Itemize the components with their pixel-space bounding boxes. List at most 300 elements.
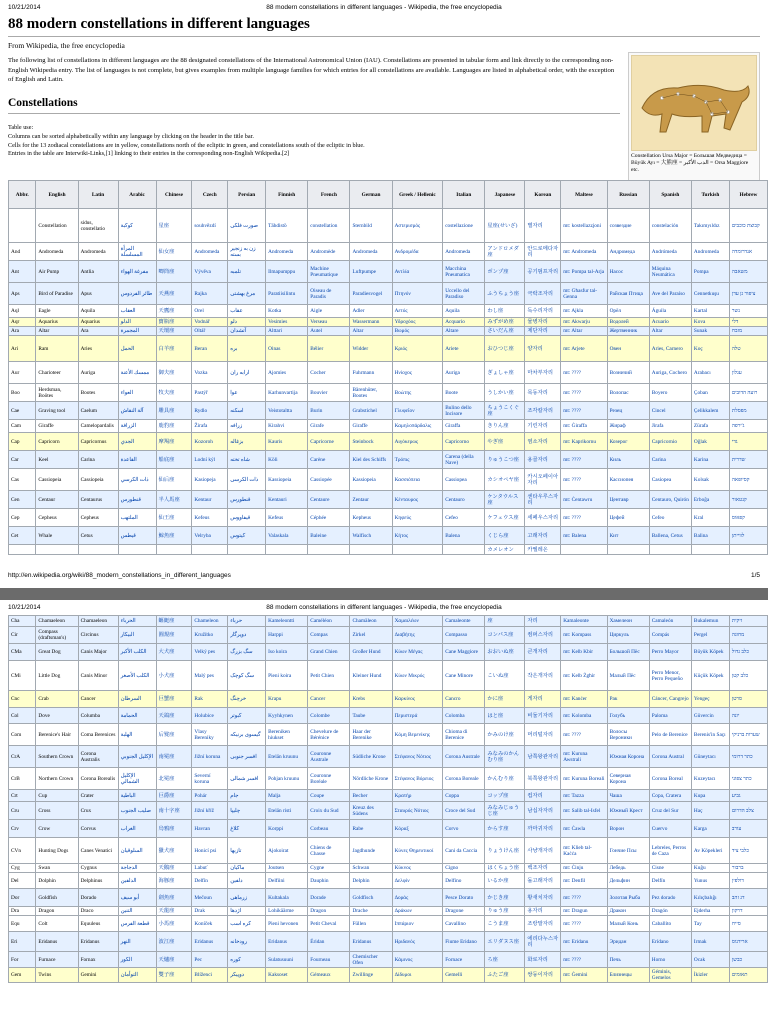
interwiki-link[interactable]: Machine Pneumatique [310, 265, 338, 278]
name-cell[interactable] [525, 889, 561, 907]
interwiki-link[interactable]: Sulatusuuni [268, 956, 294, 963]
interwiki-link[interactable]: Zirkel [352, 632, 366, 638]
name-cell[interactable] [192, 627, 228, 644]
interwiki-link[interactable]: Tay [693, 920, 702, 927]
interwiki-link[interactable]: Blíženci [194, 972, 213, 978]
interwiki-link[interactable]: Copa, Cratera [651, 792, 682, 799]
name-cell[interactable] [607, 336, 649, 362]
name-cell[interactable] [266, 362, 308, 384]
name-cell[interactable] [561, 907, 607, 916]
name-cell[interactable] [156, 746, 192, 768]
name-cell[interactable] [607, 661, 649, 691]
interwiki-link[interactable]: Luftpumpe [352, 268, 376, 275]
interwiki-link[interactable]: Fuhrmann [352, 369, 375, 376]
interwiki-link[interactable]: الكلب الأكبر [120, 649, 147, 655]
interwiki-link[interactable]: 게자리 [527, 696, 543, 702]
name-cell[interactable] [561, 261, 607, 283]
name-cell[interactable] [118, 873, 156, 889]
interwiki-link[interactable]: Eridanus [352, 938, 372, 945]
name-cell[interactable] [266, 305, 308, 318]
name-cell[interactable] [561, 527, 607, 545]
name-cell[interactable] [350, 968, 392, 983]
interwiki-link[interactable]: טלה [731, 345, 741, 352]
name-cell[interactable] [443, 907, 485, 916]
name-cell[interactable] [525, 616, 561, 627]
name-cell[interactable] [691, 768, 729, 790]
name-cell[interactable] [308, 509, 350, 527]
interwiki-link[interactable]: آتشدان [230, 328, 247, 334]
name-cell[interactable] [729, 768, 767, 790]
name-cell[interactable] [192, 932, 228, 952]
name-cell[interactable] [156, 362, 192, 384]
name-cell[interactable] [118, 691, 156, 708]
name-cell[interactable] [392, 889, 443, 907]
name-cell[interactable] [443, 724, 485, 746]
interwiki-link[interactable]: Ajokoirat [268, 847, 289, 854]
name-cell[interactable] [156, 384, 192, 402]
name-cell[interactable] [561, 491, 607, 509]
interwiki-link[interactable]: 北冕座 [158, 775, 175, 782]
interwiki-link[interactable]: 고래자리 [527, 532, 548, 539]
interwiki-link[interactable]: زرماهی [230, 894, 247, 901]
name-cell[interactable] [266, 838, 308, 864]
name-cell[interactable] [525, 724, 561, 746]
name-cell[interactable] [691, 283, 729, 305]
name-cell[interactable] [691, 402, 729, 420]
interwiki-link[interactable]: 조랑말자리 [527, 920, 553, 927]
name-cell[interactable] [729, 820, 767, 838]
interwiki-link[interactable]: 仙女座 [158, 248, 175, 255]
name-cell[interactable] [192, 968, 228, 983]
name-cell[interactable] [443, 708, 485, 724]
name-cell[interactable] [607, 644, 649, 661]
name-cell[interactable] [118, 724, 156, 746]
interwiki-link[interactable]: آلة النقاش [120, 407, 144, 414]
name-cell[interactable] [228, 864, 266, 873]
name-cell[interactable] [525, 362, 561, 384]
interwiki-link[interactable]: الكلب الأصغر [120, 672, 150, 679]
name-cell[interactable] [156, 644, 192, 661]
name-cell[interactable] [607, 420, 649, 433]
name-cell[interactable] [156, 691, 192, 708]
name-cell[interactable] [350, 790, 392, 802]
name-cell[interactable] [691, 790, 729, 802]
interwiki-link[interactable]: はと座 [487, 712, 504, 719]
interwiki-link[interactable]: Verseau [310, 319, 328, 325]
name-cell[interactable] [525, 691, 561, 708]
name-cell[interactable] [350, 724, 392, 746]
name-cell[interactable] [266, 527, 308, 545]
interwiki-link[interactable]: Близнецы [609, 972, 632, 978]
name-cell[interactable] [729, 968, 767, 983]
interwiki-link[interactable]: りゅうこつ座 [487, 456, 520, 463]
interwiki-link[interactable]: 쌍둥이자리 [527, 972, 553, 978]
name-cell[interactable] [649, 889, 691, 907]
name-cell[interactable] [485, 889, 525, 907]
name-cell[interactable] [607, 469, 649, 491]
interwiki-link[interactable]: Rydlo [194, 407, 208, 414]
name-cell[interactable] [266, 889, 308, 907]
name-cell[interactable] [729, 362, 767, 384]
interwiki-link[interactable]: Zürafa [693, 423, 709, 429]
interwiki-link[interactable]: الإكليل الشمالي [120, 772, 140, 785]
interwiki-link[interactable]: Carena (della Nave) [445, 453, 474, 466]
name-cell[interactable] [443, 243, 485, 261]
interwiki-link[interactable]: Compás [651, 632, 670, 638]
interwiki-link[interactable]: mt: Klieb tal-Kaċċa [563, 844, 592, 857]
interwiki-link[interactable]: mt: kostellazzjoni [563, 222, 602, 229]
interwiki-link[interactable]: الدلو [120, 319, 131, 325]
interwiki-link[interactable]: 큰개자리 [527, 649, 548, 655]
interwiki-link[interactable]: Cincel [651, 407, 666, 414]
name-cell[interactable] [691, 952, 729, 968]
name-cell[interactable] [443, 305, 485, 318]
name-cell[interactable] [266, 907, 308, 916]
name-cell[interactable] [649, 907, 691, 916]
interwiki-link[interactable]: الإكليل الجنوبي [120, 753, 154, 760]
interwiki-link[interactable]: زرافه [230, 423, 243, 429]
interwiki-link[interactable]: 天壇座 [158, 328, 175, 334]
name-cell[interactable] [156, 932, 192, 952]
interwiki-link[interactable]: Kauris [268, 438, 283, 445]
name-cell[interactable] [729, 907, 767, 916]
name-cell[interactable] [228, 243, 266, 261]
name-cell[interactable] [392, 616, 443, 627]
name-cell[interactable] [561, 916, 607, 932]
interwiki-link[interactable]: ماکیان [230, 865, 245, 871]
name-cell[interactable] [308, 318, 350, 327]
name-cell[interactable] [649, 661, 691, 691]
interwiki-link[interactable]: Corona Boreale [445, 775, 479, 782]
name-cell[interactable] [561, 968, 607, 983]
name-cell[interactable] [649, 708, 691, 724]
column-header[interactable]: Korean [525, 181, 561, 209]
interwiki-link[interactable]: Harppi [268, 632, 283, 638]
name-cell[interactable] [350, 261, 392, 283]
name-cell[interactable] [350, 802, 392, 820]
interwiki-link[interactable]: mt: ???? [563, 389, 582, 396]
name-cell[interactable] [192, 451, 228, 469]
interwiki-link[interactable]: Jirafa [651, 423, 664, 429]
name-cell[interactable] [192, 864, 228, 873]
interwiki-link[interactable]: Pez dorado [651, 894, 676, 901]
name-cell[interactable] [729, 305, 767, 318]
name-cell[interactable] [443, 327, 485, 336]
interwiki-link[interactable]: Bélier [310, 345, 324, 352]
interwiki-link[interactable]: Pohjan kruunu [268, 775, 300, 782]
name-cell[interactable] [485, 746, 525, 768]
name-cell[interactable] [691, 491, 729, 509]
name-cell[interactable] [228, 261, 266, 283]
interwiki-link[interactable]: mt: Altar [563, 328, 583, 334]
interwiki-link[interactable]: Kyyhkynen [268, 712, 293, 719]
name-cell[interactable] [525, 433, 561, 451]
name-cell[interactable] [156, 790, 192, 802]
name-cell[interactable] [266, 790, 308, 802]
name-cell[interactable] [392, 932, 443, 952]
name-cell[interactable] [228, 509, 266, 527]
name-cell[interactable] [691, 691, 729, 708]
interwiki-link[interactable]: Kartal [693, 308, 708, 314]
interwiki-link[interactable]: Δίδυμοι [394, 972, 412, 978]
name-cell[interactable] [485, 838, 525, 864]
interwiki-link[interactable]: Etelän kruunu [268, 753, 299, 760]
name-cell[interactable] [192, 261, 228, 283]
interwiki-link[interactable]: りゅう座 [487, 908, 509, 914]
interwiki-link[interactable]: شاه تخته [230, 456, 250, 463]
interwiki-link[interactable]: Κύων Μικρός [394, 672, 425, 679]
interwiki-link[interactable]: Haç [693, 807, 703, 814]
interwiki-link[interactable]: 天龍座 [158, 908, 175, 914]
interwiki-link[interactable]: Paradiesvogel [352, 290, 383, 297]
name-cell[interactable] [729, 283, 767, 305]
interwiki-link[interactable]: Karina [693, 456, 709, 463]
name-cell[interactable] [443, 527, 485, 545]
interwiki-link[interactable]: Bärenhüter, Bootes [352, 386, 378, 399]
name-cell[interactable] [118, 305, 156, 318]
name-cell[interactable] [192, 724, 228, 746]
name-cell[interactable] [350, 283, 392, 305]
interwiki-link[interactable]: 牧夫座 [158, 389, 175, 396]
interwiki-link[interactable]: Κόραξ [394, 825, 409, 832]
interwiki-link[interactable]: Chioma di Berenice [445, 728, 468, 741]
name-cell[interactable] [607, 627, 649, 644]
interwiki-link[interactable]: Köli [268, 456, 278, 463]
name-cell[interactable] [228, 790, 266, 802]
name-cell[interactable] [118, 616, 156, 627]
interwiki-link[interactable]: עורב [731, 825, 742, 832]
interwiki-link[interactable]: Giraffe [352, 423, 368, 429]
name-cell[interactable] [729, 627, 767, 644]
name-cell[interactable] [156, 916, 192, 932]
interwiki-link[interactable]: Av Köpekleri [693, 847, 723, 854]
interwiki-link[interactable]: ちょうこくぐ座 [487, 404, 520, 417]
name-cell[interactable] [729, 708, 767, 724]
name-cell[interactable] [228, 916, 266, 932]
name-cell[interactable] [443, 318, 485, 327]
interwiki-link[interactable]: 마차부자리 [527, 369, 553, 376]
name-cell[interactable] [266, 873, 308, 889]
name-cell[interactable] [392, 724, 443, 746]
name-cell[interactable] [392, 451, 443, 469]
name-cell[interactable] [228, 305, 266, 318]
interwiki-link[interactable]: Cancro [445, 696, 461, 702]
name-cell[interactable] [525, 491, 561, 509]
interwiki-link[interactable]: Andromeda [445, 248, 471, 255]
interwiki-link[interactable]: おおいぬ座 [487, 649, 514, 655]
name-cell[interactable] [525, 384, 561, 402]
name-cell[interactable] [392, 362, 443, 384]
name-cell[interactable] [485, 545, 525, 555]
name-cell[interactable] [691, 469, 729, 491]
interwiki-link[interactable]: Kentaur [194, 496, 212, 503]
interwiki-link[interactable]: 용골자리 [527, 456, 548, 463]
interwiki-link[interactable]: コップ座 [487, 792, 509, 799]
interwiki-link[interactable]: Bukalemun [693, 618, 719, 624]
interwiki-link[interactable]: Boyero [651, 389, 668, 396]
interwiki-link[interactable]: Δελφίν [394, 877, 410, 884]
interwiki-link[interactable]: Andromeda [693, 248, 719, 255]
name-cell[interactable] [192, 336, 228, 362]
name-cell[interactable] [729, 384, 767, 402]
interwiki-link[interactable]: Cáncer, Cangrejo [651, 696, 689, 702]
name-cell[interactable] [350, 402, 392, 420]
name-cell[interactable] [266, 952, 308, 968]
interwiki-link[interactable]: Fiume Eridano [445, 938, 477, 945]
name-cell[interactable] [308, 864, 350, 873]
name-cell[interactable] [443, 790, 485, 802]
name-cell[interactable] [192, 305, 228, 318]
interwiki-link[interactable]: اژدها [230, 908, 241, 914]
name-cell[interactable] [118, 768, 156, 790]
interwiki-link[interactable]: Овен [609, 345, 622, 352]
name-cell[interactable] [266, 420, 308, 433]
name-cell[interactable] [156, 873, 192, 889]
name-cell[interactable] [729, 790, 767, 802]
name-cell[interactable] [443, 420, 485, 433]
name-cell[interactable] [192, 916, 228, 932]
interwiki-link[interactable]: כתר צפוני [731, 775, 752, 782]
interwiki-link[interactable]: גביע [731, 792, 741, 799]
name-cell[interactable] [561, 864, 607, 873]
name-cell[interactable] [308, 362, 350, 384]
interwiki-link[interactable]: Compasso [445, 632, 468, 638]
name-cell[interactable] [156, 838, 192, 864]
interwiki-link[interactable]: Βοώτης [394, 389, 412, 396]
name-cell[interactable] [266, 243, 308, 261]
name-cell[interactable] [691, 968, 729, 983]
name-cell[interactable] [607, 318, 649, 327]
interwiki-link[interactable]: コンパス座 [487, 632, 514, 638]
interwiki-link[interactable]: Velký pes [194, 649, 216, 655]
name-cell[interactable] [649, 864, 691, 873]
interwiki-link[interactable]: طائر الفردوس [120, 290, 153, 297]
name-cell[interactable] [561, 384, 607, 402]
interwiki-link[interactable]: כבשן [731, 956, 743, 963]
name-cell[interactable] [607, 283, 649, 305]
interwiki-link[interactable]: قنطورس [120, 496, 141, 503]
name-cell[interactable] [392, 402, 443, 420]
name-cell[interactable] [156, 907, 192, 916]
interwiki-link[interactable]: تازیها [230, 847, 242, 854]
interwiki-link[interactable]: 목동자리 [527, 389, 548, 396]
name-cell[interactable] [525, 545, 561, 555]
interwiki-link[interactable]: Pec [194, 956, 203, 963]
name-cell[interactable] [118, 283, 156, 305]
name-cell[interactable] [691, 305, 729, 318]
name-cell[interactable] [350, 451, 392, 469]
interwiki-link[interactable]: 별자리 [527, 222, 543, 229]
name-cell[interactable] [691, 644, 729, 661]
name-cell[interactable] [308, 420, 350, 433]
name-cell[interactable] [649, 968, 691, 983]
interwiki-link[interactable]: 자리 [527, 618, 538, 624]
interwiki-link[interactable]: الملتهب [120, 514, 138, 521]
interwiki-link[interactable]: Kružítko [194, 632, 214, 638]
name-cell[interactable] [561, 691, 607, 708]
column-header[interactable]: Abbr. [9, 181, 36, 209]
interwiki-link[interactable]: ケフェウス座 [487, 514, 519, 521]
name-cell[interactable] [525, 932, 561, 952]
name-cell[interactable] [561, 644, 607, 661]
interwiki-link[interactable]: Karga [693, 825, 707, 832]
name-cell[interactable] [392, 907, 443, 916]
interwiki-link[interactable]: دلو [230, 319, 237, 325]
interwiki-link[interactable]: Козерог [609, 438, 628, 445]
name-cell[interactable] [118, 932, 156, 952]
name-cell[interactable] [192, 509, 228, 527]
name-cell[interactable] [649, 644, 691, 661]
name-cell[interactable] [228, 889, 266, 907]
interwiki-link[interactable]: Cani da Caccia [445, 847, 478, 854]
name-cell[interactable] [607, 691, 649, 708]
interwiki-link[interactable]: ممسك الأعنة [120, 369, 150, 376]
interwiki-link[interactable]: Perro Mayor [651, 649, 679, 655]
name-cell[interactable] [485, 509, 525, 527]
interwiki-link[interactable]: Andromeda [352, 248, 378, 255]
name-cell[interactable] [691, 384, 729, 402]
interwiki-link[interactable]: mt: Kompass [563, 632, 592, 638]
interwiki-link[interactable]: סייח [731, 920, 741, 927]
name-cell[interactable] [228, 644, 266, 661]
interwiki-link[interactable]: Camaleón [651, 618, 674, 624]
name-cell[interactable] [392, 691, 443, 708]
name-cell[interactable] [192, 790, 228, 802]
interwiki-link[interactable]: الدجاجة [120, 865, 138, 871]
interwiki-link[interactable]: Macchina Pneumatica [445, 265, 470, 278]
interwiki-link[interactable]: Υδροχόος [394, 319, 416, 325]
name-cell[interactable] [729, 491, 767, 509]
interwiki-link[interactable]: Κηφεύς [394, 514, 412, 521]
interwiki-link[interactable]: Sunak [693, 328, 708, 334]
name-cell[interactable] [392, 802, 443, 820]
interwiki-link[interactable]: Στέφανος Νότιος [394, 753, 432, 760]
name-cell[interactable] [308, 838, 350, 864]
name-cell[interactable] [485, 209, 525, 243]
interwiki-link[interactable]: mt: Salib tal-Isfel [563, 807, 601, 814]
name-cell[interactable] [350, 318, 392, 327]
interwiki-link[interactable]: 海豚座 [158, 877, 175, 884]
interwiki-link[interactable]: Возничий [609, 369, 632, 376]
name-cell[interactable] [350, 616, 392, 627]
name-cell[interactable] [392, 864, 443, 873]
interwiki-link[interactable]: かみのけ座 [487, 731, 514, 738]
interwiki-link[interactable]: افسر شمالی [230, 775, 259, 782]
name-cell[interactable] [192, 469, 228, 491]
interwiki-link[interactable]: سگ کوچک [230, 672, 254, 679]
name-cell[interactable] [561, 873, 607, 889]
interwiki-link[interactable]: القاعدة [120, 456, 137, 463]
interwiki-link[interactable]: الحمامة [120, 712, 138, 719]
name-cell[interactable] [561, 509, 607, 527]
interwiki-link[interactable]: Гончие Псы [609, 847, 637, 854]
interwiki-link[interactable]: ろ座 [487, 956, 498, 963]
interwiki-link[interactable]: Haar der Berenike [352, 728, 372, 741]
name-cell[interactable] [729, 402, 767, 420]
interwiki-link[interactable]: Malja [268, 792, 281, 799]
name-cell[interactable] [156, 768, 192, 790]
name-cell[interactable] [561, 790, 607, 802]
interwiki-link[interactable]: 天鷹座 [158, 308, 175, 314]
name-cell[interactable] [156, 209, 192, 243]
name-cell[interactable] [607, 790, 649, 802]
interwiki-link[interactable]: تلمبه [230, 268, 241, 275]
name-cell[interactable] [691, 261, 729, 283]
interwiki-link[interactable]: Ιππάριον [394, 920, 414, 927]
interwiki-link[interactable]: Cennetkuşu [693, 290, 719, 297]
interwiki-link[interactable]: Gemelli [445, 972, 463, 978]
interwiki-link[interactable]: Андромеда [609, 248, 635, 255]
